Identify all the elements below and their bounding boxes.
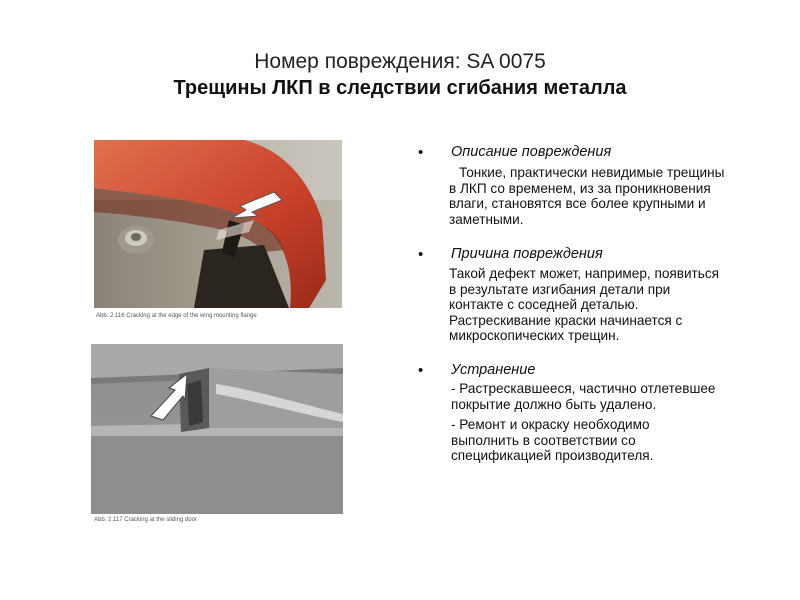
text-line: спецификацией производителя. <box>451 448 654 463</box>
text-line: Тонкие, практически невидимые трещины <box>459 165 725 180</box>
photo-sliding-door <box>91 344 343 514</box>
sliding-door-image <box>91 344 343 514</box>
photo-sliding-door-caption: Abb. 2.117 Cracking at the sliding door <box>94 517 197 523</box>
damage-number-title: Номер повреждения: SA 0075 <box>254 50 546 73</box>
text-line: в ЛКП со временем, из за проникновения <box>449 180 711 196</box>
text-line: Растрескивание краски начинается с <box>449 312 683 328</box>
wing-flange-image <box>94 140 342 308</box>
photo-wing-flange <box>94 140 342 308</box>
damage-heading: Трещины ЛКП в следствии сгибания металла <box>173 77 627 99</box>
text-line: выполнить в соответствии со <box>451 432 636 448</box>
text-line: влаги, становятся все более крупными и <box>449 196 706 211</box>
text-line: - Ремонт и окраску необходимо <box>451 417 650 432</box>
bullet-marker: • <box>418 362 424 379</box>
photo-wing-flange-caption: Abb. 2.116 Cracking at the edge of the wing mounting flange <box>96 313 257 319</box>
section-heading: Описание повреждения <box>451 144 612 160</box>
text-line: микроскопических трещин. <box>449 328 620 343</box>
section-heading: Причина повреждения <box>451 246 603 262</box>
bullet-marker: • <box>418 144 424 161</box>
text-line: заметными. <box>449 211 524 227</box>
bullet-marker: • <box>418 246 424 263</box>
section-text <box>449 266 789 344</box>
text-line: в результате изгибания детали при <box>449 281 671 297</box>
section-text <box>451 381 786 464</box>
text-line: контакте с соседней деталью. <box>449 297 639 312</box>
section-heading: Устранение <box>451 362 536 378</box>
text-line: покрытие должно быть удалено. <box>451 396 657 412</box>
text-line: Такой дефект может, например, появиться <box>449 266 720 281</box>
text-line: - Растрескавшееся, частично отлетевшее <box>451 381 716 396</box>
section-text <box>449 165 784 227</box>
